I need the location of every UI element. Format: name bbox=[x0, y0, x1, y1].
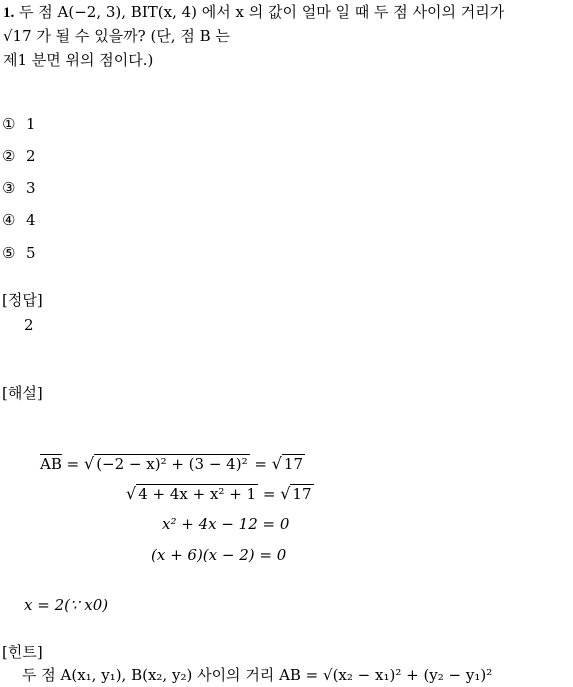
question-line-2: √17 가 될 수 있을까? (단, 점 B 는 bbox=[3, 27, 230, 45]
hint-text: 두 점 A(x₁, y₁), B(x₂, y₂) 사이의 거리 AB = √(x₂ − x₁)² + (y₂ − y₁)² bbox=[22, 666, 493, 684]
choice-1-value: 1 bbox=[26, 115, 36, 133]
radicand-2: 4 + 4x + x² + 1 bbox=[138, 485, 257, 503]
choice-3-value: 3 bbox=[26, 179, 36, 197]
choice-3[interactable] bbox=[2, 179, 36, 197]
answer-label: [정답] bbox=[2, 291, 43, 309]
radicand-1: (−2 − x)² + (3 − 4)² bbox=[96, 455, 248, 473]
choice-2[interactable] bbox=[2, 147, 36, 165]
choice-4[interactable] bbox=[2, 211, 36, 229]
choice-2-value: 2 bbox=[26, 147, 36, 165]
radical-2: √ 4 + 4x + x² + 1 bbox=[126, 484, 257, 503]
solution-equation-1: $\overline{AB}$ = √ (−2 − x)² + (3 − 4)² = √ 17 bbox=[40, 454, 304, 473]
solution-result: x = 2(∵ x0) bbox=[24, 596, 109, 614]
segment-ab: $\overline{AB}$ bbox=[40, 455, 62, 473]
choice-1[interactable] bbox=[2, 115, 36, 133]
question-text-1: 두 점 A(−2, 3), BIT(x, 4) 에서 x 의 값이 얼마 일 때 두 점 사이의 거리가 bbox=[19, 3, 505, 21]
radical-1b: √ 17 bbox=[271, 454, 304, 473]
answer-value: 2 bbox=[24, 316, 34, 334]
solution-equation-2: √ 4 + 4x + x² + 1 = √ 17 bbox=[126, 484, 312, 503]
choice-3-mark: ③ bbox=[2, 179, 16, 197]
hint-label: [힌트] bbox=[2, 643, 43, 661]
radicand-2b: 17 bbox=[292, 485, 312, 503]
choice-4-value: 4 bbox=[26, 211, 36, 229]
choice-5[interactable] bbox=[2, 244, 36, 262]
question-number: 1. bbox=[3, 5, 15, 21]
choice-5-mark: ⑤ bbox=[2, 244, 16, 262]
choice-2-mark: ② bbox=[2, 147, 16, 165]
choice-4-mark: ④ bbox=[2, 211, 16, 229]
solution-equation-4: (x + 6)(x − 2) = 0 bbox=[151, 546, 287, 564]
question-line-1 bbox=[3, 0, 504, 25]
solution-label: [해설] bbox=[2, 384, 43, 402]
solution-equation-3: x² + 4x − 12 = 0 bbox=[162, 515, 290, 533]
radical-1: √ (−2 − x)² + (3 − 4)² bbox=[83, 454, 248, 473]
radical-2b: √ 17 bbox=[280, 484, 312, 503]
question-line-3: 제1 분면 위의 점이다.) bbox=[3, 51, 154, 69]
choice-5-value: 5 bbox=[26, 244, 36, 262]
choice-1-mark: ① bbox=[2, 115, 16, 133]
radicand-1b: 17 bbox=[283, 455, 304, 473]
